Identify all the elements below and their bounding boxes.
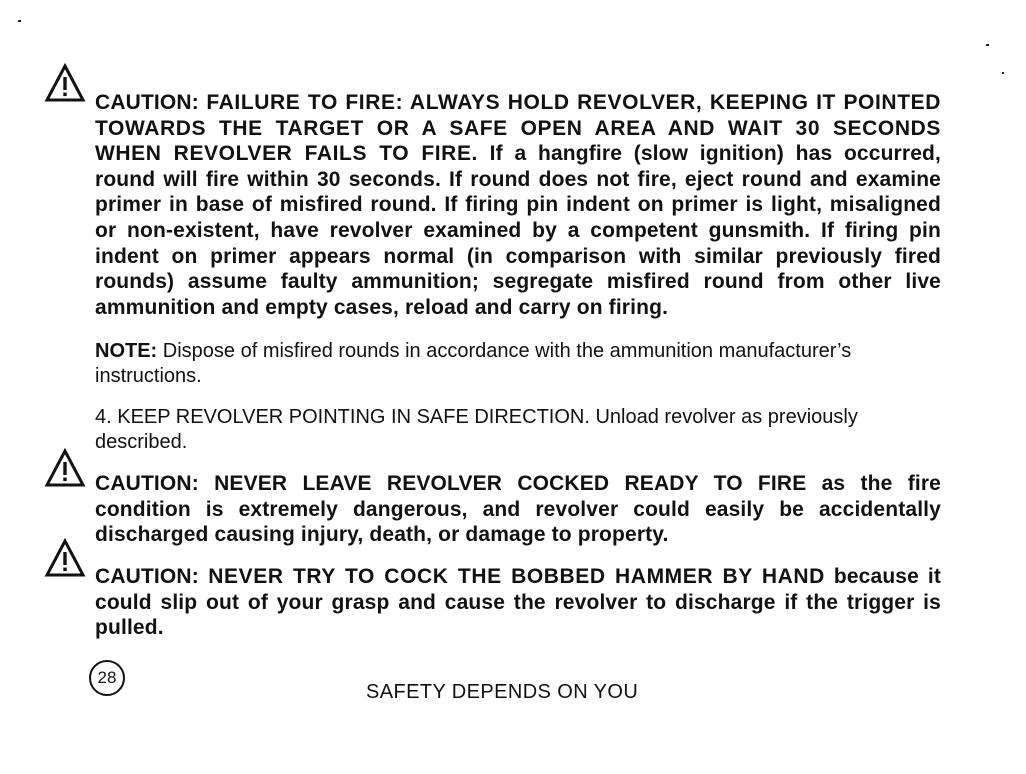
- step-4-body-text: Unload revolver as previously described.: [95, 406, 858, 453]
- warning-triangle-icon: [44, 63, 86, 103]
- caution-label: CAUTION:: [95, 565, 199, 588]
- note-label: NOTE:: [95, 340, 158, 362]
- footer-slogan: SAFETY DEPENDS ON YOU: [366, 681, 639, 703]
- caution-body-text: NEVER LEAVE REVOLVER COCKED READY TO FIRE as the fire condition is extremely dangerous, and revolver could easily be accidentally discharged causing injury, death, or damage to property.: [95, 472, 941, 547]
- scan-speck: [1002, 72, 1004, 74]
- scan-speck: [18, 20, 21, 22]
- caution-body-text: If a hangfire (slow ignition) has occurred, round will fire within 30 seconds. If round does not fire, eject round and examine primer in base of misfired round. If firing pin indent on primer is light, misaligned or non-existent, have revolver examined by a competent gunsmith. If firing pin indent on primer appears normal (in comparison with similar previously fired rounds) assume faulty ammunition; segregate misfired round from other live ammunition and empty cases, reload and carry on firing.: [95, 142, 941, 319]
- caution-caps-text: NEVER TRY TO COCK THE BOBBED HAMMER BY HAND: [198, 565, 825, 588]
- step-4-paragraph: [95, 405, 895, 455]
- caution-failure-to-fire: [95, 90, 941, 320]
- caution-bobbed-hammer: [95, 564, 941, 641]
- caution-label: CAUTION:: [95, 91, 199, 114]
- caution-body-text: because it could slip out of your grasp and cause the revolver to discharge if the trigger is pulled.: [95, 565, 942, 640]
- caution-label: CAUTION:: [95, 472, 199, 495]
- note-body-text: Dispose of misfired rounds in accordance with the ammunition manufacturer’s instructions.: [95, 340, 852, 387]
- note-paragraph: [95, 339, 855, 389]
- caution-caps-text: FAILURE TO FIRE: ALWAYS HOLD REVOLVER, KEEPING IT POINTED TOWARDS THE TARGET OR A SAFE OPEN AREA AND WAIT 30 SECONDS WHEN REVOLVER FAILS TO FIRE.: [95, 91, 941, 166]
- caution-never-leave-cocked: [95, 471, 941, 548]
- warning-triangle-icon: [44, 538, 86, 578]
- step-4-heading: 4. KEEP REVOLVER POINTING IN SAFE DIRECTION.: [95, 406, 590, 428]
- warning-triangle-icon: [44, 448, 86, 488]
- page-number-badge: [89, 660, 125, 696]
- scan-speck: [986, 44, 989, 46]
- page-number: 28: [97, 668, 117, 687]
